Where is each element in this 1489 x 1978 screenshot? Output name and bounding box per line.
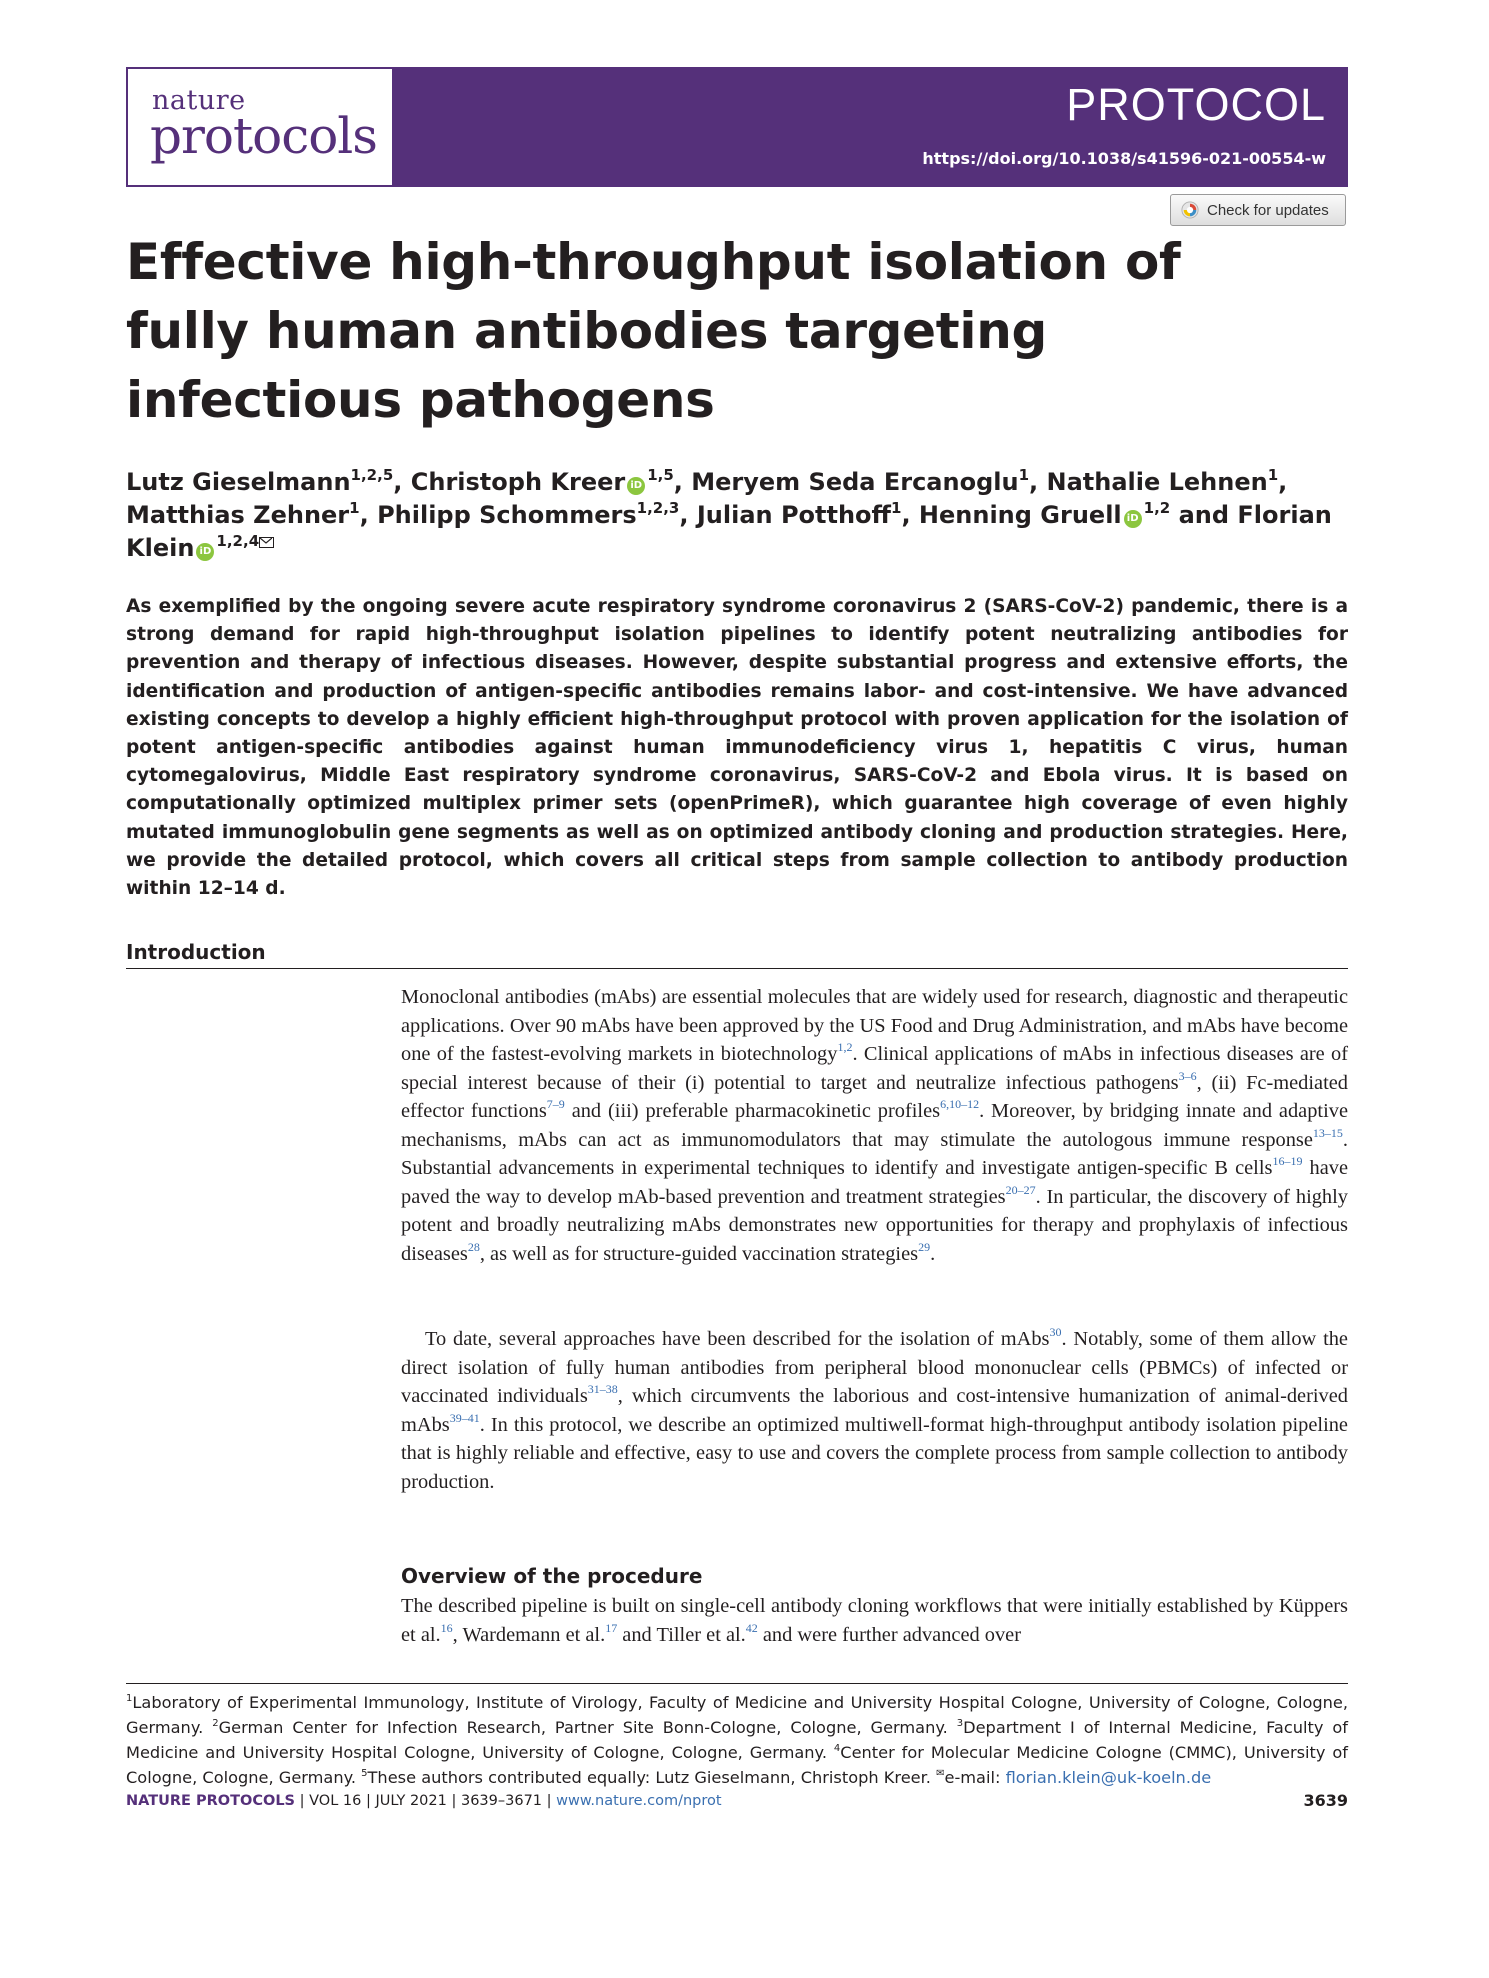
author-affiliation: 1 bbox=[891, 499, 902, 517]
journal-header bbox=[126, 67, 1348, 187]
author-affiliation: 1,5 bbox=[647, 466, 674, 484]
author-name[interactable]: Nathalie Lehnen bbox=[1046, 468, 1268, 496]
author-affiliation: 1 bbox=[1018, 466, 1029, 484]
body-text-run: . Substantial advancements in experimental techniques to identify and investigate antigen-specific B cells bbox=[401, 1128, 1348, 1179]
footnote-text: Laboratory of Experimental Immunology, Institute of Virology, Faculty of Medicine and University Hospital Cologne, University of Cologne, Cologne, Germany. bbox=[126, 1693, 1348, 1737]
page-footer: NATURE PROTOCOLS | VOL 16 | JULY 2021 | 3639–3671 | www.nature.com/nprot bbox=[126, 1793, 722, 1809]
introduction-paragraph-1 bbox=[401, 983, 1348, 1268]
check-for-updates-button[interactable] bbox=[1170, 194, 1346, 226]
article-title: Effective high-throughput isolation of fully human antibodies targeting infectious pathogens bbox=[126, 233, 1181, 429]
reference-citation[interactable]: 39–41 bbox=[449, 1410, 480, 1425]
reference-citation[interactable]: 42 bbox=[745, 1620, 758, 1635]
author-name[interactable]: Florian Klein bbox=[126, 501, 1332, 562]
reference-citation[interactable]: 28 bbox=[467, 1239, 480, 1254]
author-name[interactable]: Matthias Zehner bbox=[126, 501, 350, 529]
body-text-run: The described pipeline is built on single-cell antibody cloning workflows that were initially established by Küppers et al. bbox=[401, 1595, 1348, 1646]
reference-citation[interactable]: 30 bbox=[1049, 1325, 1062, 1339]
introduction-paragraph-2 bbox=[401, 1325, 1348, 1496]
author-affiliation: 1 bbox=[1267, 466, 1279, 484]
orcid-icon[interactable]: iD bbox=[196, 543, 214, 561]
body-text-run: and Tiller et al. bbox=[617, 1623, 746, 1646]
overview-heading: Overview of the procedure bbox=[401, 1564, 703, 1588]
reference-citation[interactable]: 16–19 bbox=[1272, 1154, 1303, 1168]
footnote-text: These authors contributed equally: Lutz Gieselmann, Christoph Kreer. bbox=[367, 1768, 937, 1787]
reference-citation[interactable]: 31–38 bbox=[587, 1382, 618, 1396]
article-type-label: PROTOCOL bbox=[1066, 79, 1326, 130]
author-name[interactable]: Henning Gruell bbox=[918, 501, 1122, 529]
abstract: As exemplified by the ongoing severe acute respiratory syndrome coronavirus 2 (SARS-CoV-2) pandemic, there is a strong demand for rapid high-throughput isolation pipelines to identify potent neutralizing antibodies for prevention and therapy of infectious diseases. However, despite substantial progress and extensive efforts, the identification and production of antigen-specific antibodies remains labor- and cost-intensive. We have advanced existing concepts to develop a highly efficient high-throughput protocol with proven application for the isolation of potent antigen-specific antibodies against human immunodeficiency virus 1, hepatitis C virus, human cytomegalovirus, Middle East respiratory syndrome coronavirus, SARS-CoV-2 and Ebola virus. It is based on computationally optimized multiplex primer sets (openPrimeR), which guarantee high coverage of even highly mutated immunoglobulin gene segments as well as on optimized antibody cloning and production strategies. Here, we provide the detailed protocol, which covers all critical steps from sample collection to antibody production within 12–14 d. bbox=[126, 596, 1348, 900]
body-text-run: . Moreover, by bridging innate and adaptive mechanisms, mAbs can act as immunomodulators that may stimulate the autologous immune response bbox=[401, 1100, 1349, 1151]
author-affiliation: 1,2,5 bbox=[350, 466, 394, 484]
journal-logo[interactable] bbox=[126, 67, 394, 187]
author-list: Lutz Gieselmann$^{1,2,5}$, Christoph Kreer iD$^{1,5}$, Meryem Seda Ercanoglu$^1$, Nathalie Lehnen$^1$, Matthias Zehner$^1$, Philipp Schommers$^{1,2,3}$, Julian Potthoff$^1$, Henning Gruell iD$^{1,2}$ and Florian Klein iD$^{1,2,4}$ bbox=[126, 466, 1332, 562]
body-text-run: , as well as for structure-guided vaccination strategies bbox=[479, 1242, 919, 1265]
affiliation-number: 5 bbox=[361, 1768, 368, 1779]
body-text-run: and were further advanced over bbox=[757, 1623, 1022, 1646]
body-text-run: , (ii) Fc-mediated effector functions bbox=[401, 1071, 1348, 1122]
author-name[interactable]: Meryem Seda Ercanoglu bbox=[691, 468, 1019, 496]
reference-citation[interactable]: 29 bbox=[918, 1239, 931, 1254]
body-text-run: Monoclonal antibodies (mAbs) are essential molecules that are widely used for research, diagnostic and therapeutic applications. Over 90 mAbs have been approved by the US Food and Drug Administration, and mAbs have become one of the fastest-evolving markets in biotechnology bbox=[401, 986, 1348, 1065]
orcid-icon[interactable]: iD bbox=[1124, 510, 1142, 528]
introduction-heading: Introduction bbox=[126, 940, 266, 964]
footnote-text: e-mail: bbox=[944, 1768, 1006, 1787]
orcid-icon[interactable]: iD bbox=[627, 477, 645, 495]
body-text-run: . bbox=[930, 1242, 936, 1265]
reference-citation[interactable]: 7–9 bbox=[546, 1097, 565, 1111]
author-name[interactable]: Julian Potthoff bbox=[696, 501, 891, 529]
reference-citation[interactable]: 13–15 bbox=[1312, 1125, 1343, 1140]
body-text-run: To date, several approaches have been described for the isolation of mAbs bbox=[425, 1328, 1050, 1350]
author-affiliation: 1 bbox=[349, 499, 360, 517]
section-divider bbox=[126, 968, 1348, 969]
reference-citation[interactable]: 16 bbox=[440, 1620, 453, 1635]
footnote-divider bbox=[126, 1683, 1348, 1684]
reference-citation[interactable]: 6,10–12 bbox=[940, 1097, 980, 1111]
check-for-updates-label: Check for updates bbox=[1207, 201, 1329, 219]
author-affiliation: 1,2,4 bbox=[216, 532, 260, 550]
body-text-run: . In particular, the discovery of highly potent and broadly neutralizing mAbs demonstrates new opportunities for therapy and prophylaxis of infectious diseases bbox=[401, 1185, 1348, 1265]
footnote-text: Department I of Internal Medicine, Faculty of Medicine and University Hospital Cologne, University of Cologne, Cologne, Germany. bbox=[126, 1718, 1348, 1762]
body-text-run: , Wardemann et al. bbox=[452, 1623, 606, 1646]
footer-pages: 3639–3671 bbox=[460, 1793, 543, 1809]
footer-journal-name: NATURE PROTOCOLS bbox=[126, 1793, 296, 1809]
email-icon[interactable] bbox=[259, 537, 274, 548]
body-text-run: . Clinical applications of mAbs in infectious diseases are of special interest because of their (i) potential to target and neutralize infectious pathogens bbox=[401, 1043, 1348, 1094]
author-name[interactable]: Philipp Schommers bbox=[377, 501, 637, 529]
overview-paragraph bbox=[401, 1592, 1348, 1649]
body-text-run: , which circumvents the laborious and cost-intensive humanization of animal-derived mAbs bbox=[401, 1385, 1348, 1436]
reference-citation[interactable]: 17 bbox=[605, 1620, 618, 1635]
author-name[interactable]: Christoph Kreer bbox=[410, 468, 626, 496]
body-text-run: and (iii) preferable pharmacokinetic profiles bbox=[564, 1100, 941, 1122]
reference-citation[interactable]: 1,2 bbox=[837, 1040, 853, 1054]
affiliation-number: 3 bbox=[956, 1718, 964, 1729]
footer-volume: VOL 16 bbox=[309, 1793, 362, 1809]
header-band bbox=[394, 67, 1348, 187]
doi-link[interactable]: https://doi.org/10.1038/s41596-021-00554-w bbox=[922, 149, 1326, 168]
author-name[interactable]: Lutz Gieselmann bbox=[126, 468, 351, 496]
email-icon: ✉ bbox=[936, 1768, 945, 1779]
body-text-run: have paved the way to develop mAb-based prevention and treatment strategies bbox=[401, 1157, 1348, 1208]
affiliation-number: 2 bbox=[212, 1718, 219, 1729]
affiliation-number: 4 bbox=[833, 1743, 841, 1754]
affiliations-footnote bbox=[126, 1690, 1348, 1790]
reference-citation[interactable]: 20–27 bbox=[1005, 1182, 1036, 1197]
crossmark-icon bbox=[1181, 201, 1199, 219]
footnote-text: Center for Molecular Medicine Cologne (CMMC), University of Cologne, Cologne, Germany. bbox=[126, 1743, 1348, 1787]
body-text-run: . Notably, some of them allow the direct isolation of fully human antibodies from peripheral blood mononuclear cells (PBMCs) of infected or vaccinated individuals bbox=[401, 1328, 1348, 1407]
page-number: 3639 bbox=[1303, 1791, 1348, 1810]
logo-nature-text: nature bbox=[152, 85, 246, 116]
footnote-text: German Center for Infection Research, Partner Site Bonn-Cologne, Cologne, Germany. bbox=[218, 1718, 957, 1737]
author-affiliation: 1,2 bbox=[1143, 499, 1171, 517]
footer-journal-link[interactable]: www.nature.com/nprot bbox=[556, 1793, 722, 1809]
affiliation-number: 1 bbox=[126, 1693, 133, 1704]
reference-citation[interactable]: 3–6 bbox=[1178, 1068, 1197, 1083]
body-text-run: . In this protocol, we describe an optimized multiwell-format high-throughput antibody isolation pipeline that is highly reliable and effective, easy to use and covers the complete process from sample collection to antibody production. bbox=[401, 1413, 1348, 1493]
logo-protocols-text: protocols bbox=[150, 107, 377, 165]
author-affiliation: 1,2,3 bbox=[636, 499, 680, 517]
corresponding-email-link[interactable]: florian.klein@uk-koeln.de bbox=[1005, 1768, 1212, 1787]
footer-date: JULY 2021 bbox=[375, 1793, 447, 1809]
